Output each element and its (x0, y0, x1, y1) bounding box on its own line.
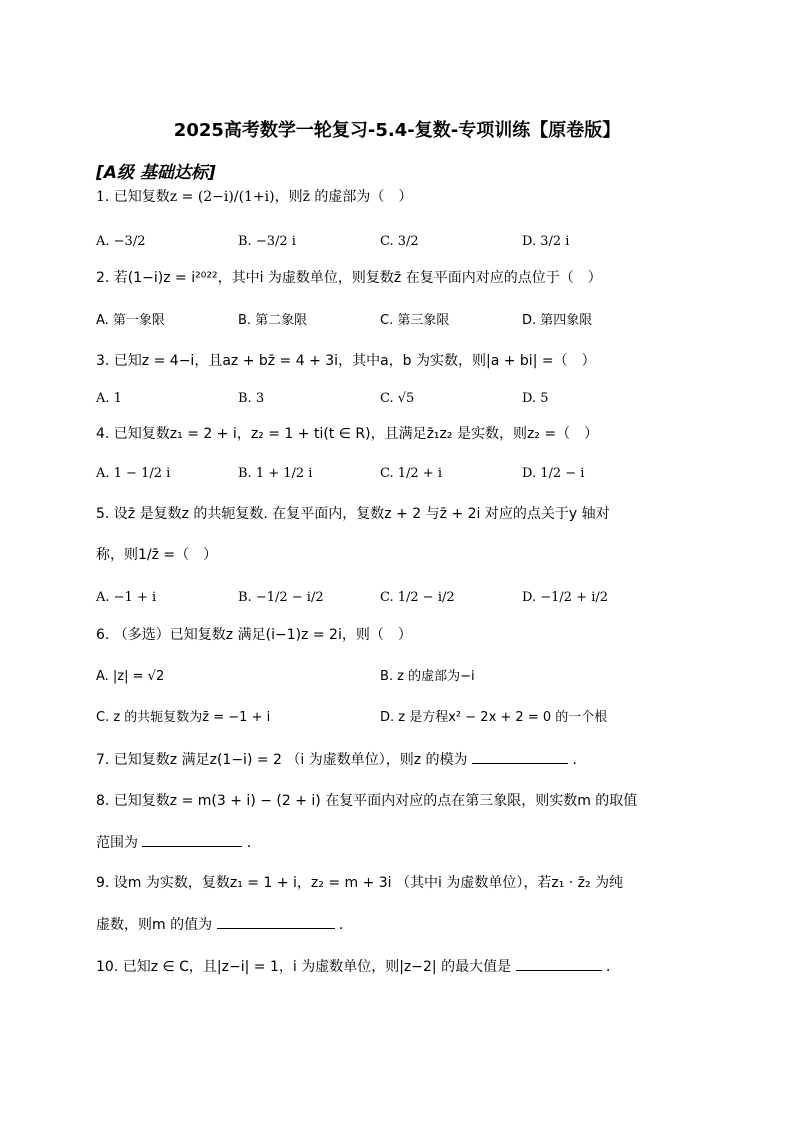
q5-option-c: C. 1/2 − i/2 (380, 590, 455, 605)
question-9-text: 虚数，则m 的值为 (96, 917, 213, 933)
q2-option-c: C. 第三象限 (380, 313, 450, 328)
question-10-end: ． (606, 959, 620, 975)
question-8-end: ． (246, 835, 261, 851)
answer-blank-7[interactable] (472, 749, 568, 764)
q2-option-b: B. 第二象限 (238, 313, 308, 328)
q5-option-d: D. −1/2 + i/2 (522, 590, 609, 605)
q2-option-d: D. 第四象限 (522, 313, 593, 328)
question-2: 2. 若(1−i)z = i²⁰²²，其中i 为虚数单位，则复数z̄ 在复平面内对应的点位于（ ） (96, 270, 602, 286)
answer-blank-10[interactable] (516, 956, 602, 971)
q6-option-a: A. |z| = √2 (96, 669, 165, 684)
q1-option-b: B. −3/2 i (238, 234, 296, 249)
q2-option-a: A. 第一象限 (96, 313, 165, 328)
question-4: 4. 已知复数z₁ = 2 + i，z₂ = 1 + ti(t ∈ R)，且满足z̄₁z₂ 是实数，则z₂ =（ ） (96, 426, 599, 442)
question-7-end: ． (572, 752, 587, 768)
q4-option-c: C. 1/2 + i (380, 466, 442, 481)
question-10 (96, 956, 620, 977)
q6-option-c: C. z 的共轭复数为z̄ = −1 + i (96, 710, 271, 725)
question-3: 3. 已知z = 4−i，且az + bz̄ = 4 + 3i，其中a，b 为实数，则|a + bi| =（ ） (96, 353, 596, 369)
question-1: 1. 已知复数z = (2−i)/(1+i)，则z̄ 的虚部为（ ） (96, 189, 413, 205)
question-10-text: 10. 已知z ∈ C，且|z−i| = 1，i 为虚数单位，则|z−2| 的最大值是 (96, 959, 512, 975)
q3-option-a: A. 1 (96, 391, 122, 406)
q4-option-b: B. 1 + 1/2 i (238, 466, 313, 481)
q4-option-d: D. 1/2 − i (522, 466, 585, 481)
page-title: 2025高考数学一轮复习-5.4-复数-专项训练【原卷版】 (173, 120, 621, 141)
section-heading: [A级 基础达标] (96, 163, 216, 183)
question-5-line-2: 称，则1/z̄ =（ ） (96, 547, 218, 563)
answer-blank-8[interactable] (142, 832, 242, 847)
question-8-line-2 (96, 832, 261, 853)
q4-option-a: A. 1 − 1/2 i (96, 466, 171, 481)
question-9-line-2 (96, 914, 353, 935)
q3-option-c: C. √5 (380, 391, 415, 406)
question-5-line-1: 5. 设z̄ 是复数z 的共轭复数. 在复平面内，复数z + 2 与z̄ + 2i 对应的点关于y 轴对 (96, 506, 610, 522)
q6-option-b: B. z 的虚部为−i (380, 669, 475, 684)
question-7-text: 7. 已知复数z 满足z(1−i) = 2 （i 为虚数单位），则z 的模为 (96, 752, 468, 768)
question-8-line-1: 8. 已知复数z = m(3 + i) − (2 + i) 在复平面内对应的点在第三象限，则实数m 的取值 (96, 793, 638, 809)
q3-option-b: B. 3 (238, 391, 265, 406)
q1-option-d: D. 3/2 i (522, 234, 570, 249)
question-7 (96, 749, 586, 770)
q5-option-b: B. −1/2 − i/2 (238, 590, 324, 605)
answer-blank-9[interactable] (217, 914, 335, 929)
question-6: 6. （多选）已知复数z 满足(i−1)z = 2i，则（ ） (96, 627, 412, 643)
q6-option-d: D. z 是方程x² − 2x + 2 = 0 的一个根 (380, 710, 608, 725)
question-8-text: 范围为 (96, 835, 138, 851)
question-9-line-1: 9. 设m 为实数，复数z₁ = 1 + i，z₂ = m + 3i （其中i 为虚数单位），若z₁ · z̄₂ 为纯 (96, 875, 624, 891)
q3-option-d: D. 5 (522, 391, 549, 406)
q1-option-a: A. −3/2 (96, 234, 146, 249)
q1-option-c: C. 3/2 (380, 234, 419, 249)
q5-option-a: A. −1 + i (96, 590, 157, 605)
question-9-end: ． (339, 917, 353, 933)
